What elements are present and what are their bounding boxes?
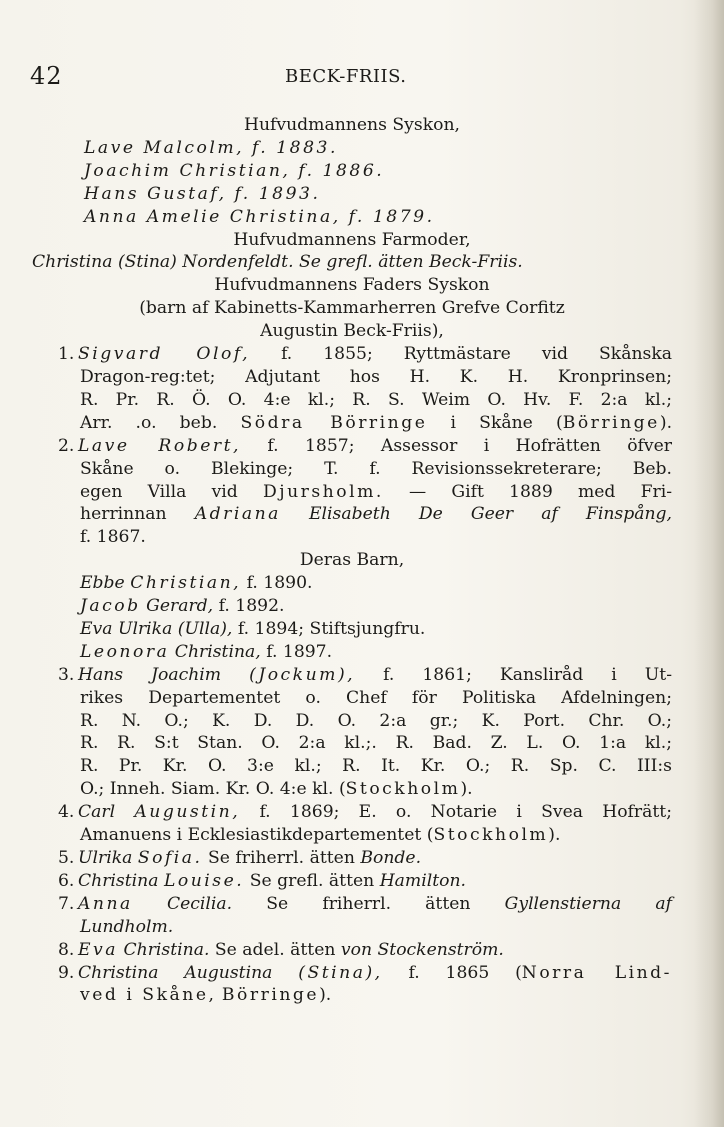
child-line: Jacob Gerard, f. 1892. (80, 596, 285, 617)
entry-line: R. Pr. R. Ö. O. 4:e kl.; R. S. Weim O. Hv. F. 2:a kl.; (80, 389, 672, 410)
sibling-name: Anna Amelie Christina, f. 1879. (84, 206, 435, 227)
entry-5: 5. Ulrika Sofia. Se friherrl. ätten Bonde. (58, 848, 422, 868)
entry-line: egen Villa vid Djursholm. — Gift 1889 med Fri- (80, 481, 673, 502)
entry-line: herrinnan Adriana Elisabeth De Geer af Finspång, (80, 504, 672, 525)
entry-line: Amanuens i Ecklesiastikdepartementet (Stockholm). (80, 825, 561, 846)
entry-line: ved i Skåne, Börringe). (80, 985, 332, 1006)
sibling-line (32, 206, 672, 229)
parent-note: Augustin Beck-Friis), (260, 321, 444, 342)
entry-4: 4. Carl Augustin, f. 1869; E. o. Notarie i Svea Hofrätt; (58, 802, 672, 823)
child-line: Ebbe Christian, f. 1890. (80, 573, 313, 594)
entry-line: Arr. .o. beb. Södra Börringe i Skåne (Börringe). (80, 412, 673, 433)
sibling-line (32, 160, 672, 183)
entry-line: R. N. O.; K. D. D. O. 2:a gr.; K. Port. Chr. O.; (80, 710, 672, 731)
entry-2: 2. Lave Robert, f. 1857; Assessor i Hofrätten öfver (58, 435, 673, 456)
sibling-name: Joachim Christian, f. 1886. (84, 160, 385, 181)
section-heading: Hufvudmannens Faders Syskon (214, 275, 490, 296)
entry-line: R. Pr. Kr. O. 3:e kl.; R. It. Kr. O.; R. Sp. C. III:s (80, 756, 672, 777)
entry-line: Skåne o. Blekinge; T. f. Revisionssekreterare; Beb. (80, 458, 672, 479)
sibling-name: Lave Malcolm, f. 1883. (84, 137, 338, 158)
page-edge-shadow (694, 0, 724, 1127)
entry-8: 8. Eva Christina. Se adel. ätten von Stockenström. (58, 939, 504, 960)
page-number: 42 (30, 62, 63, 90)
entry-line: Lundholm. (80, 916, 174, 937)
entry-line: O.; Inneh. Siam. Kr. O. 4:e kl. (Stockholm). (80, 779, 473, 800)
entry-line: rikes Departementet o. Chef för Politiska Afdelningen; (80, 687, 672, 708)
entry-1: 1. Sigvard Olof, f. 1855; Ryttmästare vid Skånska (58, 344, 673, 365)
grandmother-line: Christina (Stina) Nordenfeldt. Se grefl. ätten Beck-Friis. (32, 252, 523, 273)
page-header (30, 62, 690, 92)
children-heading: Deras Barn, (299, 550, 405, 571)
sibling-line (32, 137, 672, 160)
section-heading: Hufvudmannens Farmoder, (233, 229, 471, 250)
running-title: BECK-FRIIS. (285, 66, 407, 87)
page-body (32, 114, 672, 1007)
entry-line: R. R. S:t Stan. O. 2:a kl.;. R. Bad. Z. L. O. 1:a kl.; (80, 733, 672, 754)
child-line: Leonora Christina, f. 1897. (80, 641, 333, 662)
child-line: Eva Ulrika (Ulla), f. 1894; Stiftsjungfru. (80, 618, 426, 639)
entry-line: f. 1867. (80, 527, 146, 548)
sibling-line (32, 183, 672, 206)
sibling-name: Hans Gustaf, f. 1893. (84, 183, 321, 204)
entry-9: 9. Christina Augustina (Stina), f. 1865 (Norra Lind- (58, 962, 672, 983)
section-heading: Hufvudmannens Syskon, (243, 115, 460, 135)
entry-6: 6. Christina Louise. Se grefl. ätten Hamilton. (58, 870, 467, 891)
entry-3: 3. Hans Joachim (Jockum), f. 1861; Kansliråd i Ut- (58, 664, 672, 685)
parent-note: (barn af Kabinetts-Kammarherren Grefve Corfitz (139, 298, 565, 319)
entry-line: Dragon-reg:tet; Adjutant hos H. K. H. Kronprinsen; (80, 366, 672, 387)
entry-7: 7. Anna Cecilia. Se friherrl. ätten Gyllenstierna af (58, 893, 672, 914)
